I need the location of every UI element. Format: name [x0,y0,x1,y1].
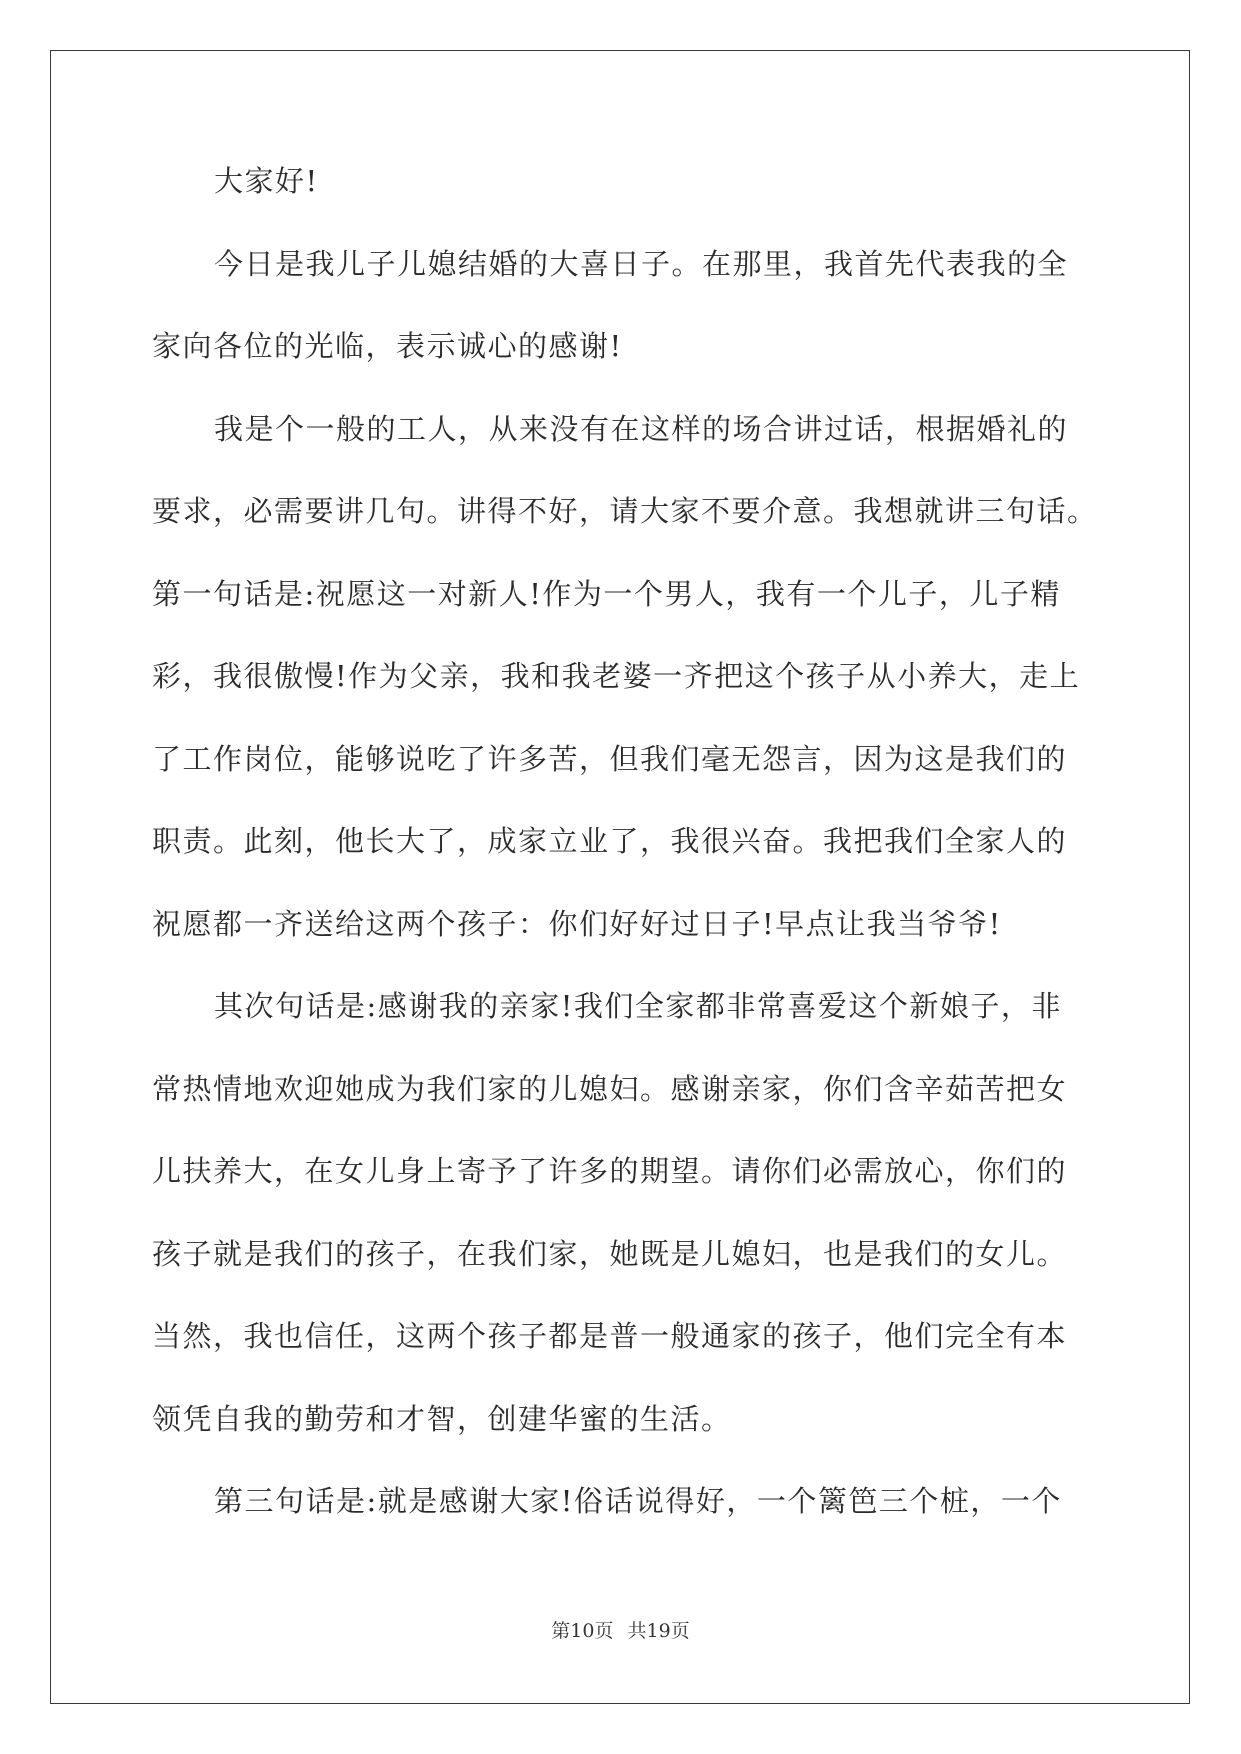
text-line: 常热情地欢迎她成为我们家的儿媳妇。感谢亲家，你们含辛茹苦把女 [152,1071,1068,1106]
text-line: 祝愿都一齐送给这两个孩子：你们好好过日子!早点让我当爷爷! [152,906,1002,941]
page-total: 共19页 [627,1620,690,1642]
text-line: 要求，必需要讲几句。讲得不好，请大家不要介意。我想就讲三句话。 [152,494,1098,528]
text-line: 其次句话是:感谢我的亲家!我们全家都非常喜爱这个新娘子，非 [214,989,1062,1023]
text-line: 第一句话是:祝愿这一对新人!作为一个男人，我有一个儿子，儿子精 [152,576,1061,611]
text-line: 领凭自我的勤劳和才智，创建华蜜的生活。 [152,1401,732,1436]
page-footer [0,1616,1241,1643]
text-line: 职责。此刻，他长大了，成家立业了，我很兴奋。我把我们全家人的 [152,824,1068,858]
document-body [152,163,1098,1566]
text-line: 当然，我也信任，这两个孩子都是普一般通家的孩子，他们完全有本 [152,1319,1068,1353]
text-line: 家向各位的光临，表示诚心的感谢! [152,329,623,363]
text-line: 儿扶养大，在女儿身上寄予了许多的期望。请你们必需放心，你们的 [152,1154,1068,1188]
text-line: 彩，我很傲慢!作为父亲，我和我老婆一齐把这个孩子从小养大，走上 [152,659,1081,693]
text-line: 我是个一般的工人，从来没有在这样的场合讲过话，根据婚礼的 [214,411,1069,446]
text-line: 今日是我儿子儿媳结婚的大喜日子。在那里，我首先代表我的全 [214,246,1069,281]
text-line: 了工作岗位，能够说吃了许多苦，但我们毫无怨言，因为这是我们的 [152,741,1068,776]
text-line: 大家好! [214,164,319,198]
page-number: 第10页 [551,1620,614,1642]
text-line: 第三句话是:就是感谢大家!俗话说得好，一个篱笆三个桩，一个 [214,1484,1062,1518]
text-line: 孩子就是我们的孩子，在我们家，她既是儿媳妇，也是我们的女儿。 [152,1236,1068,1271]
